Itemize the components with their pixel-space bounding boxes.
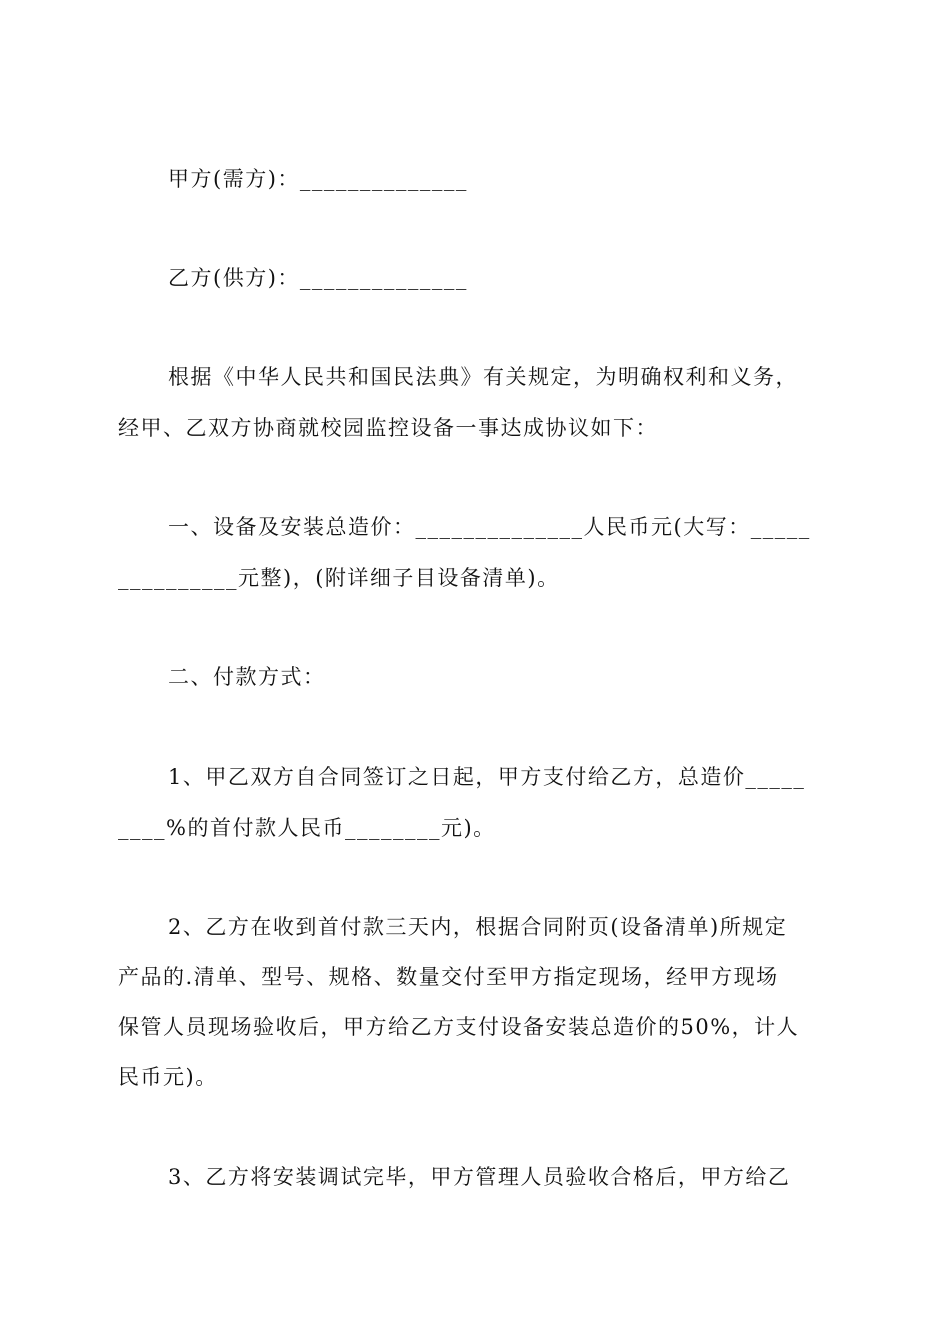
preamble-line-2: 经甲、乙双方协商就校园监控设备一事达成协议如下： — [118, 416, 658, 440]
section-two-heading: 二、付款方式： — [168, 665, 326, 689]
party-b-line: 乙方(供方)：______________ — [168, 266, 468, 290]
party-a-line: 甲方(需方)：______________ — [168, 167, 468, 191]
clause-3-line-1: 3、乙方将安装调试完毕，甲方管理人员验收合格后，甲方给乙 — [168, 1165, 791, 1189]
clause-1-line-2: ____%的首付款人民币________元)。 — [118, 816, 496, 840]
clause-2-line-2: 产品的.清单、型号、规格、数量交付至甲方指定现场，经甲方现场 — [118, 965, 779, 989]
clause-2-line-3: 保管人员现场验收后，甲方给乙方支付设备安装总造价的50%，计人 — [118, 1015, 800, 1039]
clause-2-line-4: 民币元)。 — [118, 1065, 218, 1089]
clause-2-line-1: 2、乙方在收到首付款三天内，根据合同附页(设备清单)所规定 — [168, 915, 788, 939]
section-one-line-1: 一、设备及安装总造价：______________人民币元(大写：_____ — [168, 515, 811, 539]
preamble-line-1: 根据《中华人民共和国民法典》有关规定，为明确权利和义务， — [168, 365, 798, 389]
section-one-line-2: __________元整)，(附详细子目设备清单)。 — [118, 566, 560, 590]
clause-1-line-1: 1、甲乙双方自合同签订之日起，甲方支付给乙方，总造价_____ — [168, 765, 806, 789]
